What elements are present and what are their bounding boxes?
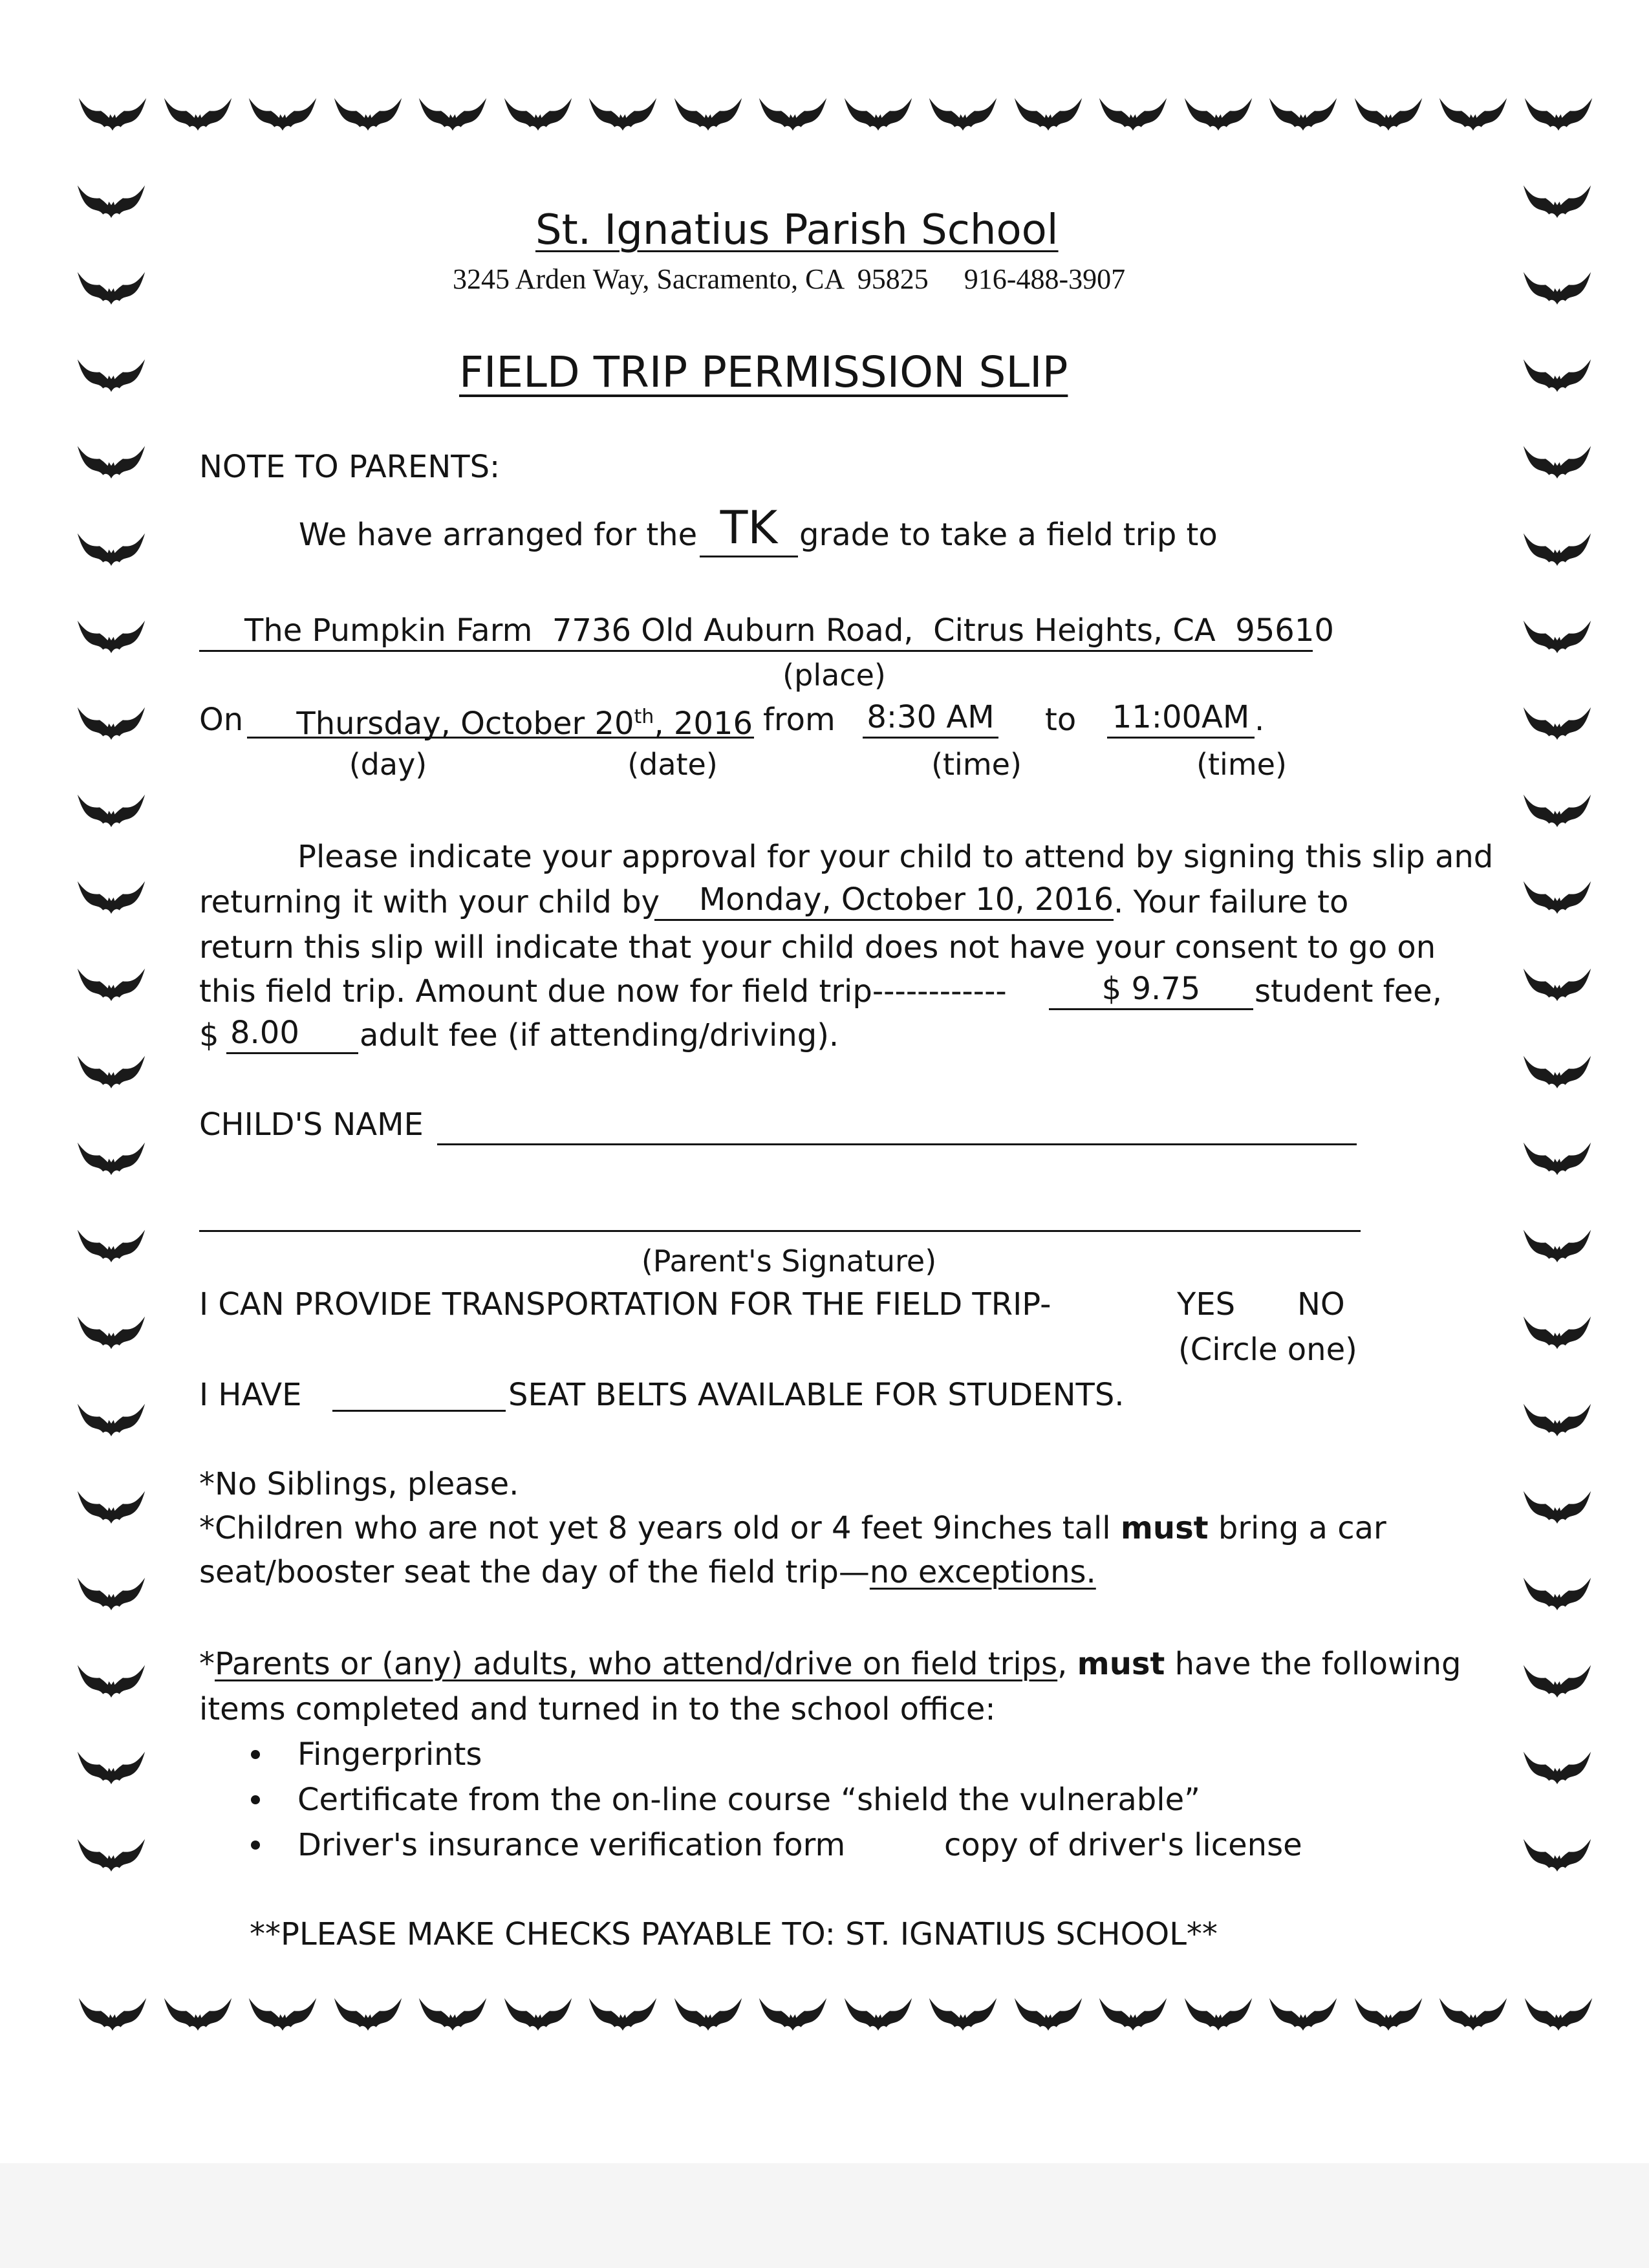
requirement-fingerprints: Fingerprints <box>297 1736 482 1773</box>
approval-text-line2-prefix: returning it with your child by <box>199 884 660 920</box>
start-time-field[interactable]: 8:30 AM <box>863 698 998 739</box>
note-children-text-a: *Children who are not yet 8 years old or 4 feet 9inches tall <box>199 1510 1121 1546</box>
bat-decoration-icon <box>76 616 146 656</box>
end-time-field[interactable]: 11:00AM <box>1107 698 1255 739</box>
bat-decoration-icon <box>1522 1399 1592 1439</box>
requirement-license: copy of driver's license <box>944 1827 1302 1863</box>
bat-decoration-icon <box>758 93 828 133</box>
no-exceptions-text: no exceptions. <box>869 1554 1096 1590</box>
bat-decoration-icon <box>1183 93 1253 133</box>
bullet-2 <box>251 1795 260 1804</box>
bat-decoration-icon <box>418 93 488 133</box>
end-time-period: . <box>1255 702 1265 738</box>
day-value: Thursday, October 20 <box>296 706 634 742</box>
bat-decoration-icon <box>1522 1834 1592 1874</box>
bat-decoration-icon <box>673 93 743 133</box>
bat-decoration-icon <box>1522 1660 1592 1700</box>
note-siblings: *No Siblings, please. <box>199 1466 519 1502</box>
school-address: 3245 Arden Way, Sacramento, CA 95825 916-488-3907 <box>453 263 1126 295</box>
bat-decoration-icon <box>1524 1993 1593 2033</box>
bat-decoration-icon <box>333 1993 403 2033</box>
bat-decoration-icon <box>163 93 233 133</box>
bullet-3 <box>251 1841 260 1850</box>
bat-decoration-icon <box>76 1312 146 1352</box>
note-children-text-b: bring a car <box>1208 1510 1386 1546</box>
bat-decoration-icon <box>76 441 146 481</box>
seatbelts-count-field[interactable] <box>332 1410 506 1412</box>
bat-decoration-icon <box>76 1051 146 1091</box>
bat-decoration-icon <box>1522 616 1592 656</box>
return-date-field[interactable]: Monday, October 10, 2016 <box>654 881 1114 921</box>
parents-must: must <box>1077 1646 1165 1682</box>
bat-decoration-icon <box>928 93 998 133</box>
bat-decoration-icon <box>76 1225 146 1265</box>
parents-star: * <box>199 1646 215 1682</box>
bat-decoration-icon <box>418 1993 488 2033</box>
bat-decoration-icon <box>76 964 146 1004</box>
parents-requirement-line2: items completed and turned in to the school office: <box>199 1691 996 1727</box>
bat-decoration-icon <box>1522 964 1592 1004</box>
bat-decoration-icon <box>76 1573 146 1613</box>
scan-bottom-margin <box>0 2163 1649 2268</box>
bat-decoration-icon <box>1522 1312 1592 1352</box>
note-children-line1 <box>199 1509 1386 1547</box>
transport-yes[interactable]: YES <box>1177 1286 1236 1323</box>
bat-decoration-icon <box>248 93 318 133</box>
adult-fee-label: adult fee (if attending/driving). <box>360 1017 839 1053</box>
bat-decoration-icon <box>76 528 146 568</box>
bullet-1 <box>251 1750 260 1759</box>
bat-decoration-icon <box>928 1993 998 2033</box>
requirement-insurance: Driver's insurance verification form <box>297 1827 846 1863</box>
seatbelts-prefix: I HAVE <box>199 1377 302 1413</box>
bat-decoration-icon <box>76 180 146 221</box>
requirement-certificate: Certificate from the on-line course “shield the vulnerable” <box>297 1782 1201 1818</box>
bat-decoration-icon <box>76 354 146 394</box>
bat-decoration-icon <box>333 93 403 133</box>
bat-decoration-icon <box>78 93 147 133</box>
transport-question: I CAN PROVIDE TRANSPORTATION FOR THE FIELD TRIP- <box>199 1286 1051 1323</box>
child-name-field[interactable] <box>437 1143 1357 1145</box>
bat-decoration-icon <box>1522 354 1592 394</box>
bat-decoration-icon <box>76 1834 146 1874</box>
bat-decoration-icon <box>1353 1993 1423 2033</box>
bat-decoration-icon <box>1098 93 1168 133</box>
child-name-label: CHILD'S NAME <box>199 1107 424 1143</box>
bat-decoration-icon <box>1522 876 1592 916</box>
bat-decoration-icon <box>76 876 146 916</box>
bat-decoration-icon <box>1522 1225 1592 1265</box>
bat-decoration-icon <box>1353 93 1423 133</box>
approval-text-line1: Please indicate your approval for your child to attend by signing this slip and <box>297 839 1494 875</box>
note-children-text-c: seat/booster seat the day of the field trip— <box>199 1554 870 1590</box>
form-title: FIELD TRIP PERMISSION SLIP <box>459 347 1068 397</box>
arranged-prefix: We have arranged for the <box>299 517 698 553</box>
bat-decoration-icon <box>843 93 913 133</box>
bat-decoration-icon <box>1522 1138 1592 1178</box>
bat-decoration-icon <box>1522 702 1592 742</box>
bat-decoration-icon <box>1183 1993 1253 2033</box>
bat-decoration-icon <box>1522 790 1592 830</box>
approval-text-line3: return this slip will indicate that your child does not have your consent to go on <box>199 929 1436 966</box>
bat-decoration-icon <box>1522 528 1592 568</box>
note-children-must: must <box>1120 1510 1209 1546</box>
bat-decoration-icon <box>76 1747 146 1787</box>
time-caption-start: (time) <box>931 747 1022 782</box>
circle-one-caption: (Circle one) <box>1178 1332 1357 1368</box>
bat-decoration-icon <box>76 702 146 742</box>
adult-fee-field[interactable]: 8.00 <box>226 1014 358 1054</box>
approval-text-line2-suffix: . Your failure to <box>1114 884 1349 920</box>
checks-payable-note: **PLEASE MAKE CHECKS PAYABLE TO: ST. IGNATIUS SCHOOL** <box>250 1916 1218 1952</box>
bat-decoration-icon <box>1522 441 1592 481</box>
bat-decoration-icon <box>76 1399 146 1439</box>
grade-field[interactable]: TK <box>700 501 798 557</box>
note-heading: NOTE TO PARENTS: <box>199 449 501 485</box>
bat-decoration-icon <box>673 1993 743 2033</box>
bat-decoration-icon <box>1438 1993 1508 2033</box>
parent-signature-caption: (Parent's Signature) <box>641 1244 937 1279</box>
bat-decoration-icon <box>1524 93 1593 133</box>
approval-text-line4: this field trip. Amount due now for field trip------------ <box>199 973 1007 1010</box>
bat-decoration-icon <box>76 267 146 307</box>
bat-decoration-icon <box>843 1993 913 2033</box>
parents-comma: , <box>1057 1646 1077 1682</box>
bat-decoration-icon <box>1013 1993 1083 2033</box>
bat-decoration-icon <box>1438 93 1508 133</box>
bat-decoration-icon <box>78 1993 147 2033</box>
bat-decoration-icon <box>248 1993 318 2033</box>
bat-decoration-icon <box>1522 1573 1592 1613</box>
bat-decoration-icon <box>1098 1993 1168 2033</box>
year-value: , 2016 <box>654 706 753 742</box>
bat-decoration-icon <box>503 93 573 133</box>
day-suffix: th <box>634 706 654 728</box>
bat-decoration-icon <box>588 1993 658 2033</box>
transport-no[interactable]: NO <box>1297 1286 1345 1323</box>
bat-decoration-icon <box>76 1486 146 1526</box>
bat-decoration-icon <box>76 790 146 830</box>
seatbelts-suffix: SEAT BELTS AVAILABLE FOR STUDENTS. <box>508 1377 1125 1413</box>
bat-decoration-icon <box>588 93 658 133</box>
day-date-field[interactable] <box>247 698 754 742</box>
note-children-line2 <box>199 1553 1096 1591</box>
bat-decoration-icon <box>1268 93 1338 133</box>
day-caption: (day) <box>349 747 427 782</box>
place-field[interactable]: The Pumpkin Farm 7736 Old Auburn Road, Citrus Heights, CA 95610 <box>199 612 1313 652</box>
bat-decoration-icon <box>503 1993 573 2033</box>
bat-decoration-icon <box>758 1993 828 2033</box>
on-label: On <box>199 702 244 738</box>
adult-fee-prefix: $ <box>199 1017 219 1053</box>
student-fee-field[interactable]: $ 9.75 <box>1049 970 1253 1010</box>
time-caption-end: (time) <box>1196 747 1287 782</box>
bat-decoration-icon <box>76 1138 146 1178</box>
place-caption: (place) <box>782 658 886 693</box>
bat-decoration-icon <box>1522 1747 1592 1787</box>
parents-requirement-underlined: Parents or (any) adults, who attend/drive on field trips <box>215 1646 1058 1682</box>
parents-requirement-line1 <box>199 1645 1461 1683</box>
date-caption: (date) <box>627 747 718 782</box>
parents-rest: have the following <box>1165 1646 1461 1682</box>
bat-decoration-icon <box>1522 267 1592 307</box>
to-label: to <box>1045 702 1077 738</box>
arranged-suffix: grade to take a field trip to <box>799 517 1218 553</box>
bat-decoration-icon <box>1522 180 1592 221</box>
school-name: St. Ignatius Parish School <box>535 206 1059 254</box>
bat-decoration-icon <box>1522 1486 1592 1526</box>
bat-decoration-icon <box>76 1660 146 1700</box>
bat-decoration-icon <box>1522 1051 1592 1091</box>
bat-decoration-icon <box>1013 93 1083 133</box>
bat-decoration-icon <box>163 1993 233 2033</box>
from-label: from <box>763 702 835 738</box>
student-fee-label: student fee, <box>1255 973 1442 1010</box>
parent-signature-line[interactable] <box>199 1230 1361 1232</box>
bat-decoration-icon <box>1268 1993 1338 2033</box>
